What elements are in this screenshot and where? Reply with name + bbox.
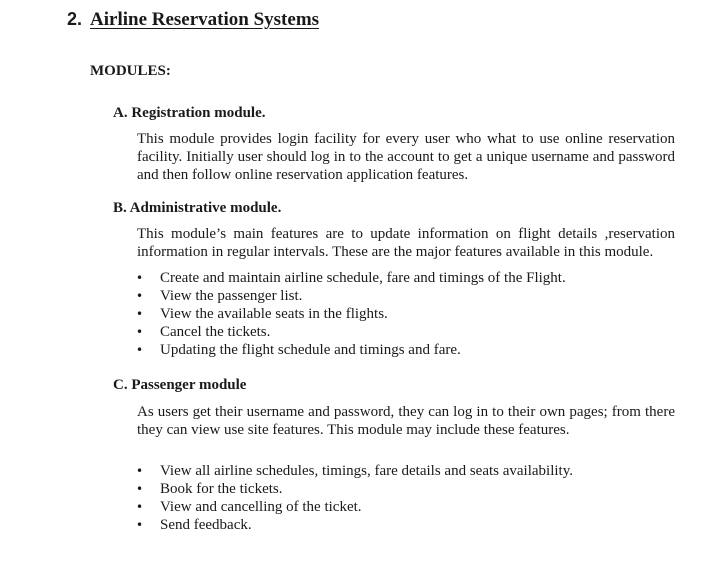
passenger-module-paragraph: As users get their username and password, they can log in to their own pages; from there they can view use site features. This module may include these features. [137,404,675,438]
list-item: • View the available seats in the flights. [136,305,566,323]
list-item: • Book for the tickets. [136,480,573,498]
list-item: • Create and maintain airline schedule, fare and timings of the Flight. [136,269,566,287]
list-item: • Send feedback. [136,516,573,534]
modules-label: MODULES: [90,63,171,79]
passenger-feature-list [136,462,573,534]
section-heading [67,9,319,31]
registration-module-heading: A. Registration module. [113,105,266,121]
section-title: Airline Reservation Systems [90,9,320,30]
registration-module-paragraph: This module provides login facility for every user who what to use online reservation facility. Initially user should log in to the account to get a unique username and password and then follow online reservation application features. [137,131,675,183]
list-item: • View all airline schedules, timings, fare details and seats availability. [136,462,573,480]
list-item: • Cancel the tickets. [136,323,566,341]
list-item: • View the passenger list. [136,287,566,305]
administrative-feature-list [136,269,566,359]
list-item: • Updating the flight schedule and timings and fare. [136,341,566,359]
list-item: • View and cancelling of the ticket. [136,498,573,516]
administrative-module-heading: B. Administrative module. [113,200,282,216]
administrative-module-paragraph: This module’s main features are to update information on flight details ,reservation information in regular intervals. These are the major features available in this module. [137,226,675,260]
section-number: 2. [67,9,83,29]
passenger-module-heading: C. Passenger module [113,377,247,393]
